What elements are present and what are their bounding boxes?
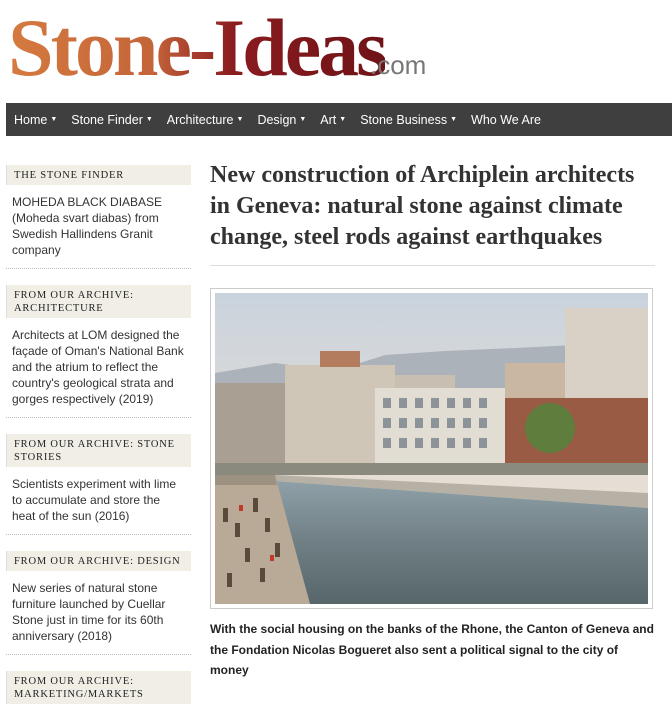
sidebar-header: THE STONE FINDER [6, 165, 191, 185]
article-photo[interactable] [215, 293, 648, 604]
sidebar-section-design [6, 551, 191, 655]
sidebar-header: FROM OUR ARCHIVE: STONE STORIES [6, 434, 191, 467]
logo-domain-suffix: .com [370, 50, 427, 80]
nav-label: Home [14, 112, 48, 127]
nav-item-design[interactable] [250, 113, 313, 127]
nav-label: Art [320, 112, 337, 127]
nav-item-stone-finder[interactable] [64, 113, 160, 127]
sidebar-header: FROM OUR ARCHIVE: MARKETING/MARKETS [6, 671, 191, 704]
caret-down-icon: ▼ [236, 116, 244, 123]
nav-label: Architecture [166, 112, 234, 127]
sidebar-section-stone-finder [6, 165, 191, 269]
nav-item-stone-business[interactable] [353, 113, 464, 127]
article [210, 160, 655, 681]
sidebar [6, 165, 191, 704]
nav-label: Who We Are [471, 112, 541, 127]
sidebar-link[interactable]: New series of natural stone furniture launched by Cuellar Stone just in time for its 60th anniversary (2018) [6, 571, 191, 655]
nav-item-art[interactable] [313, 113, 353, 127]
sidebar-section-marketing [6, 671, 191, 704]
nav-item-home[interactable] [6, 113, 64, 127]
caret-down-icon: ▼ [450, 116, 458, 123]
article-image-caption: With the social housing on the banks of the Rhone, the Canton of Geneva and the Fondation Nicolas Bogueret also sent a political signal to the city of money [210, 622, 654, 677]
logo-wordmark: Stone-Ideas [8, 2, 386, 93]
nav-label: Design [257, 112, 297, 127]
caret-down-icon: ▼ [145, 116, 153, 123]
main-navigation [6, 103, 672, 136]
sidebar-section-stone-stories [6, 434, 191, 535]
sidebar-section-architecture [6, 285, 191, 418]
article-image-frame [210, 288, 653, 609]
sidebar-link[interactable]: MOHEDA BLACK DIABASE (Moheda svart diabas) from Swedish Hallindens Granit company [6, 185, 191, 269]
article-title: New construction of Archiplein architects in Geneva: natural stone against climate change, steel rods against earthquakes [210, 160, 655, 266]
caret-down-icon: ▼ [339, 116, 347, 123]
nav-label: Stone Finder [71, 112, 143, 127]
nav-item-architecture[interactable] [160, 113, 251, 127]
caret-down-icon: ▼ [299, 116, 307, 123]
sidebar-link[interactable]: Architects at LOM designed the façade of Oman's National Bank and the atrium to reflect the country's geological strata and gorges respectively (2019) [6, 318, 191, 418]
sidebar-link[interactable]: Scientists experiment with lime to accumulate and store the heat of the sun (2016) [6, 467, 191, 535]
sidebar-header: FROM OUR ARCHIVE: ARCHITECTURE [6, 285, 191, 318]
site-logo[interactable] [8, 2, 427, 94]
nav-item-who-we-are[interactable] [464, 113, 548, 127]
caret-down-icon: ▼ [50, 116, 58, 123]
sidebar-header: FROM OUR ARCHIVE: DESIGN [6, 551, 191, 571]
nav-label: Stone Business [360, 112, 448, 127]
